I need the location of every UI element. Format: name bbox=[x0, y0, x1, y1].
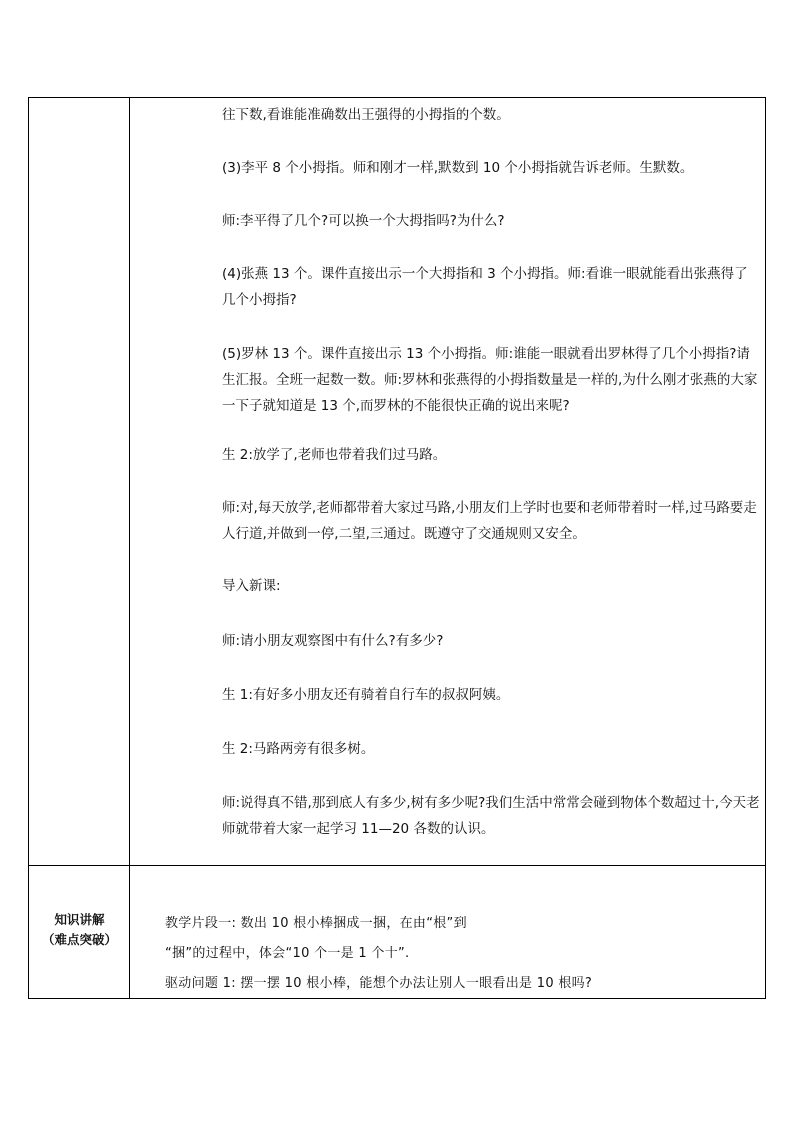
row-label-title: 知识讲解 bbox=[54, 912, 105, 927]
knowledge-content-cell bbox=[130, 866, 765, 998]
row-label-cell-empty bbox=[29, 98, 130, 865]
paragraph: 师:说得真不错,那到底人有多少,树有多少呢?我们生活中常常会碰到物体个数超过十,今天老师就带着大家一起学习 11—20 各数的认识。 bbox=[222, 795, 760, 837]
table-row bbox=[29, 98, 766, 866]
paragraph: (3)李平 8 个小拇指。师和刚才一样,默数到 10 个小拇指就告诉老师。生默数。 bbox=[222, 160, 694, 176]
paragraph: 师:请小朋友观察图中有什么?有多少? bbox=[222, 633, 444, 649]
paragraph: 师:对,每天放学,老师都带着大家过马路,小朋友们上学时也要和老师带着时一样,过马路要走人行道,并做到一停,二望,三通过。既遵守了交通规则又安全。 bbox=[222, 500, 757, 542]
paragraph: 往下数,看谁能准确数出王强得的小拇指的个数。 bbox=[222, 107, 510, 123]
driving-question-line: 驱动问题 1: 摆一摆 10 根小棒，能想个办法让别人一眼看出是 10 根吗? bbox=[165, 976, 593, 991]
paragraph: 导入新课: bbox=[222, 578, 281, 594]
teaching-segment-line: “捆”的过程中，体会“10 个一是 1 个十”. bbox=[165, 946, 410, 961]
paragraph: 生 2:放学了,老师也带着我们过马路。 bbox=[222, 447, 447, 463]
paragraph: (5)罗林 13 个。课件直接出示 13 个小拇指。师:谁能一眼就看出罗林得了几个小拇指?请生汇报。全班一起数一数。师:罗林和张燕得的小拇指数量是一样的,为什么刚才张燕的大家一下子就知道是 13 个,而罗林的不能很快正确的说出来呢? bbox=[222, 346, 758, 414]
table-row bbox=[29, 866, 766, 999]
row-label-cell bbox=[29, 866, 130, 998]
paragraph: 生 2:马路两旁有很多树。 bbox=[222, 741, 375, 757]
lesson-table bbox=[28, 97, 766, 999]
row-label-subtitle: （难点突破） bbox=[41, 932, 117, 947]
lesson-process-cell bbox=[130, 98, 765, 865]
teaching-segment-line: 教学片段一: 数出 10 根小棒捆成一捆，在由“根”到 bbox=[165, 916, 467, 931]
paragraph: 生 1:有好多小朋友还有骑着自行车的叔叔阿姨。 bbox=[222, 687, 510, 703]
paragraph: 师:李平得了几个?可以换一个大拇指吗?为什么? bbox=[222, 213, 505, 229]
paragraph: (4)张燕 13 个。课件直接出示一个大拇指和 3 个小拇指。师:看谁一眼就能看出张燕得了几个小拇指? bbox=[222, 266, 748, 308]
